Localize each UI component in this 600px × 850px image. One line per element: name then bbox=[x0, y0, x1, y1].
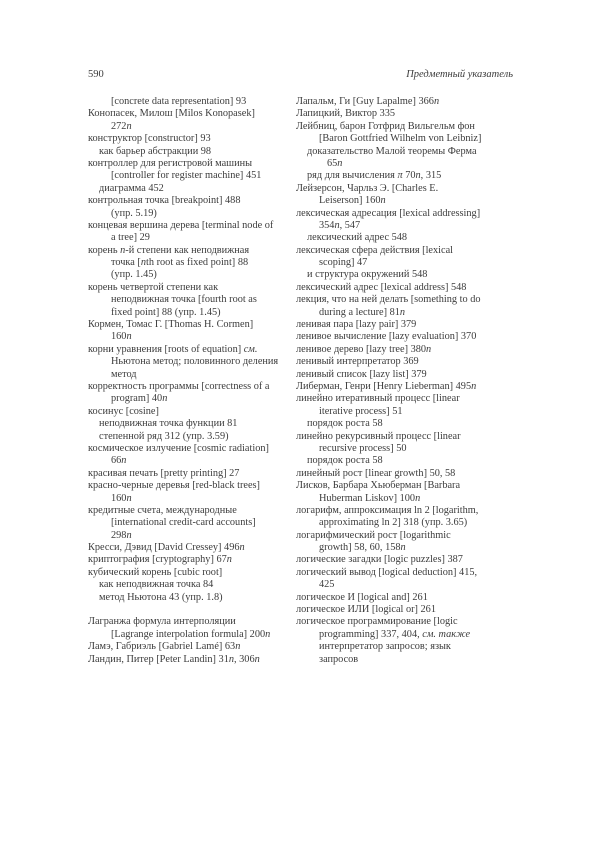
index-line: степенной ряд 312 (упр. 3.59) bbox=[99, 430, 229, 442]
index-line: линейно итеративный процесс [linear bbox=[296, 393, 460, 405]
index-line: 272п bbox=[111, 120, 132, 132]
index-line: approximating ln 2] 318 (упр. 3.65) bbox=[319, 517, 468, 529]
index-line: Лисков, Барбара Хьюберман [Barbara bbox=[296, 480, 461, 492]
italic-text: п bbox=[380, 195, 386, 207]
index-column-left bbox=[88, 96, 296, 666]
index-line: 354п, 547 bbox=[319, 219, 361, 231]
italic-text: п bbox=[265, 628, 271, 640]
italic-text: п bbox=[433, 96, 440, 107]
italic-text: п bbox=[399, 306, 406, 318]
italic-text: п bbox=[126, 529, 132, 541]
index-line: лексическая сфера действия [lexical bbox=[296, 244, 454, 256]
index-line: ленивое вычисление [lazy evaluation] 370 bbox=[296, 331, 477, 343]
italic-text: п bbox=[126, 331, 132, 343]
index-line: Huberman Liskov] 100п bbox=[319, 492, 421, 504]
index-line: Лагранжа формула интерполяции bbox=[88, 616, 236, 628]
italic-text: см. также bbox=[422, 628, 471, 640]
italic-text: n bbox=[140, 257, 147, 269]
index-line: интерпретатор запросов; язык bbox=[319, 641, 451, 653]
index-line: кубический корень [cubic root] bbox=[88, 566, 223, 578]
index-line: 65п bbox=[327, 157, 343, 169]
index-line: ленивый список [lazy list] 379 bbox=[296, 368, 427, 380]
index-line: лексический адрес 548 bbox=[307, 232, 408, 244]
index-line: [Lagrange interpolation formula] 200п bbox=[111, 628, 271, 640]
index-line: корни уравнения [roots of equation] см. bbox=[88, 343, 258, 355]
index-line: красно-черные деревья [red-black trees] bbox=[88, 480, 260, 492]
index-line: iterative process] 51 bbox=[319, 405, 403, 417]
index-line: Лапицкий, Виктор 335 bbox=[296, 108, 396, 120]
index-line: запросов bbox=[319, 653, 359, 665]
index-line: fixed point] 88 (упр. 1.45) bbox=[111, 306, 221, 318]
index-line: Либерман, Генри [Henry Lieberman] 495п bbox=[296, 380, 477, 392]
italic-text: п bbox=[337, 157, 343, 169]
italic-text: п bbox=[235, 641, 241, 653]
running-title: Предметный указатель bbox=[406, 69, 513, 80]
index-line: логическое И [logical and] 261 bbox=[296, 591, 428, 603]
italic-text: п bbox=[254, 653, 260, 665]
index-line: логарифмический рост [logarithmic bbox=[296, 529, 451, 541]
index-line: 66п bbox=[111, 455, 127, 467]
index-line: ленивая пара [lazy pair] 379 bbox=[296, 319, 417, 331]
index-line: как барьер абстракции 98 bbox=[99, 145, 212, 157]
index-line: Лапальм, Ги [Guy Lapalme] 366п bbox=[296, 96, 440, 107]
italic-text: п bbox=[162, 393, 168, 405]
index-line: логарифм, аппроксимация ln 2 [logarithm, bbox=[296, 504, 479, 516]
index-line: ряд для вычисления π 70п, 315 bbox=[307, 170, 442, 182]
index-line: scoping] 47 bbox=[319, 257, 368, 269]
index-line: неподвижная точка функции 81 bbox=[99, 418, 238, 430]
italic-text: см. bbox=[243, 343, 258, 355]
italic-text: п bbox=[415, 492, 421, 504]
index-line: recursive process] 50 bbox=[319, 442, 407, 454]
italic-text: п bbox=[126, 120, 132, 132]
index-line: корректность программы [correctness of a bbox=[88, 380, 270, 392]
index-line: логическое программирование [logic bbox=[296, 616, 458, 628]
index-line: линейно рекурсивный процесс [linear bbox=[296, 430, 461, 442]
index-line: лексический адрес [lexical address] 548 bbox=[296, 281, 467, 293]
italic-text: п bbox=[126, 492, 132, 504]
italic-text: n bbox=[120, 244, 126, 256]
index-line: как неподвижная точка 84 bbox=[99, 579, 214, 591]
italic-text: π bbox=[397, 170, 403, 182]
index-line: (упр. 5.19) bbox=[111, 207, 157, 219]
index-line: корень n-й степени как неподвижная bbox=[88, 244, 250, 256]
italic-text: п bbox=[471, 380, 477, 392]
index-line: programming] 337, 404, см. также bbox=[319, 628, 471, 640]
index-line: логическое ИЛИ [logical or] 261 bbox=[296, 604, 436, 616]
index-line: корень четвертой степени как bbox=[88, 281, 219, 293]
italic-text: п bbox=[228, 653, 234, 665]
index-line: ленивый интерпретатор 369 bbox=[296, 356, 419, 368]
index-line: логические загадки [logic puzzles] 387 bbox=[296, 554, 463, 566]
index-line: диаграмма 452 bbox=[99, 182, 164, 194]
index-line: Лейзерсон, Чарльз Э. [Charles E. bbox=[296, 182, 439, 194]
index-line: 298п bbox=[111, 529, 132, 541]
index-line: конструктор [constructor] 93 bbox=[88, 133, 211, 145]
index-line: [concrete data representation] 93 bbox=[111, 96, 247, 107]
index-line: космическое излучение [cosmic radiation] bbox=[88, 442, 269, 454]
italic-text: п bbox=[121, 455, 127, 467]
index-line: лексическая адресация [lexical addressing] bbox=[296, 207, 481, 219]
index-line: Ламэ, Габриэль [Gabriel Lamé] 63п bbox=[88, 641, 241, 653]
index-line: и структура окружений 548 bbox=[307, 269, 428, 281]
index-line: Кресси, Дэвид [David Cressey] 496п bbox=[88, 542, 245, 554]
index-line: порядок роста 58 bbox=[307, 455, 383, 467]
index-line: неподвижная точка [fourth root as bbox=[111, 294, 257, 306]
italic-text: п bbox=[226, 554, 232, 566]
index-line: красивая печать [pretty printing] 27 bbox=[88, 467, 240, 479]
index-line: Конопасек, Милош [Milos Konopasek] bbox=[88, 108, 255, 120]
index-line: доказательство Малой теоремы Ферма bbox=[307, 145, 477, 157]
index-line: [Baron Gottfried Wilhelm von Leibniz] bbox=[319, 133, 482, 145]
index-line: program] 40п bbox=[111, 393, 168, 405]
index-line: 160п bbox=[111, 492, 132, 504]
index-line: 160п bbox=[111, 331, 132, 343]
italic-text: п bbox=[400, 542, 406, 554]
index-line: ленивое дерево [lazy tree] 380п bbox=[296, 343, 432, 355]
italic-text: п bbox=[334, 219, 340, 231]
index-line: концевая вершина дерева [terminal node of bbox=[88, 219, 274, 231]
index-line: кредитные счета, международные bbox=[88, 504, 237, 516]
page-number: 590 bbox=[88, 69, 104, 80]
index-line: косинус [cosine] bbox=[88, 405, 159, 417]
index-line: [controller for register machine] 451 bbox=[111, 170, 262, 182]
index-line: Ландин, Питер [Peter Landin] 31п, 306п bbox=[88, 653, 260, 665]
index-line: Leiserson] 160п bbox=[319, 195, 386, 207]
blank-line bbox=[88, 604, 296, 616]
index-line: криптография [cryptography] 67п bbox=[88, 554, 232, 566]
index-line: growth] 58, 60, 158п bbox=[319, 542, 406, 554]
index-line: линейный рост [linear growth] 50, 58 bbox=[296, 467, 456, 479]
italic-text: п bbox=[426, 343, 432, 355]
index-line: during a lecture] 81п bbox=[319, 306, 406, 318]
index-line: контроллер для регистровой машины bbox=[88, 157, 253, 169]
index-line: (упр. 1.45) bbox=[111, 269, 157, 281]
index-line: метод Ньютона 43 (упр. 1.8) bbox=[99, 591, 223, 603]
index-line: порядок роста 58 bbox=[307, 418, 383, 430]
index-line: метод bbox=[111, 368, 137, 380]
index-line: 425 bbox=[319, 579, 335, 591]
index-line: Ньютона метод; половинного деления bbox=[111, 356, 279, 368]
index-line: контрольная точка [breakpoint] 488 bbox=[88, 195, 241, 207]
index-line: лекция, что на ней делать [something to do bbox=[296, 294, 481, 306]
index-line: Лейбниц, барон Готфрид Вильгельм фон bbox=[296, 120, 475, 132]
italic-text: п bbox=[415, 170, 421, 182]
index-line: логический вывод [logical deduction] 415, bbox=[296, 566, 478, 578]
page-header bbox=[88, 69, 513, 81]
italic-text: п bbox=[239, 542, 245, 554]
index-line: [international credit-card accounts] bbox=[111, 517, 256, 529]
index-line: a tree] 29 bbox=[111, 232, 150, 244]
index-column-right bbox=[296, 96, 514, 666]
index-line: точка [nth root as fixed point] 88 bbox=[111, 257, 249, 269]
index-line: Кормен, Томас Г. [Thomas H. Cormen] bbox=[88, 319, 254, 331]
